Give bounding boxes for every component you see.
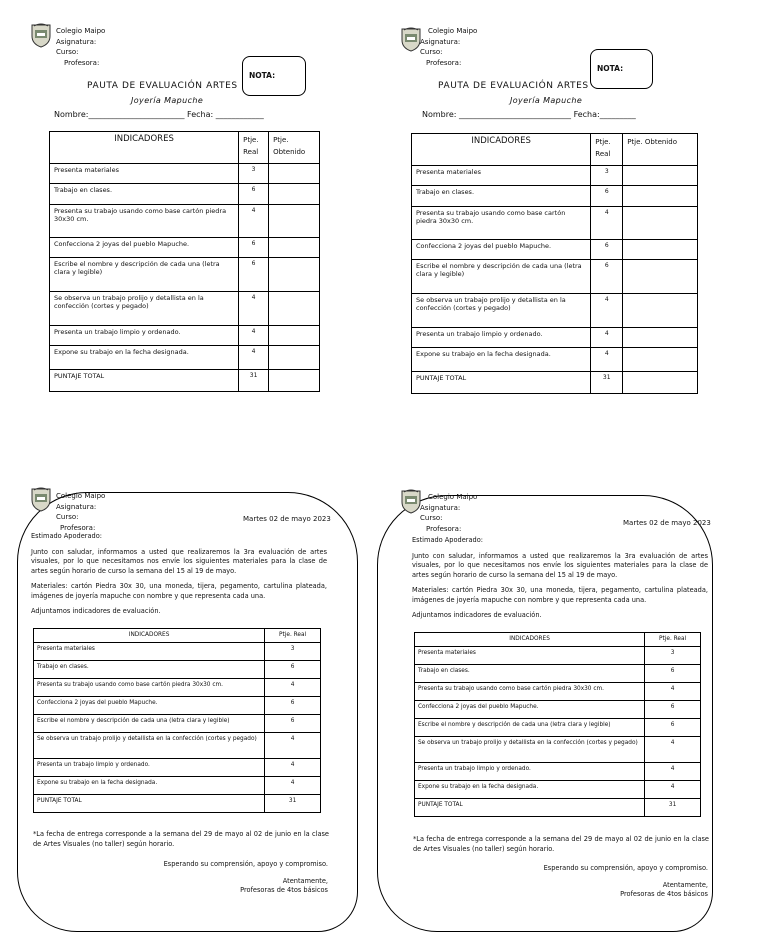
total-pts: 31 <box>645 799 701 817</box>
row-pts: 3 <box>265 643 321 661</box>
letter-date: Martes 02 de mayo 2023 <box>623 519 711 527</box>
profesora-label: Profesora: <box>64 58 100 67</box>
row-pts: 4 <box>239 205 269 238</box>
total-label: PUNTAJE TOTAL <box>415 799 645 817</box>
col-obtenido: Ptje. Obtenido <box>269 132 320 164</box>
row-pts: 3 <box>591 166 623 186</box>
table-row <box>412 348 698 372</box>
table-row <box>415 701 701 719</box>
sign-line-2: Profesoras de 4tos básicos <box>620 890 708 898</box>
table-row <box>415 719 701 737</box>
curso-label: Curso: <box>56 48 79 56</box>
nota-box <box>590 49 653 89</box>
row-text: Trabajo en clases. <box>50 184 239 205</box>
row-text: Presenta un trabajo limpio y ordenado. <box>415 763 645 781</box>
row-text: Presenta materiales <box>415 647 645 665</box>
row-text: Se observa un trabajo prolijo y detallista en la confección (cortes y pegado) <box>412 294 591 328</box>
form-subtitle: Joyería Mapuche <box>510 96 583 105</box>
row-text: Presenta su trabajo usando como base cartón piedra 30x30 cm. <box>412 207 591 240</box>
row-text: Se observa un trabajo prolijo y detallista en la confección (cortes y pegado) <box>50 292 239 326</box>
asignatura-label: Asignatura: <box>420 37 461 46</box>
col-obtenido: Ptje. Obtenido <box>623 134 698 166</box>
letter-date: Martes 02 de mayo 2023 <box>243 515 331 523</box>
col-indicadores: INDICADORES <box>50 132 239 164</box>
col-real: Ptje. Real <box>239 132 269 164</box>
row-pts: 4 <box>239 292 269 326</box>
school-name: Colegio Maipo <box>56 492 106 500</box>
row-text: Se observa un trabajo prolijo y detallista en la confección (cortes y pegado) <box>415 737 645 763</box>
row-obtained <box>623 294 698 328</box>
row-pts: 4 <box>645 737 701 763</box>
row-pts: 4 <box>645 763 701 781</box>
table-row <box>34 697 321 715</box>
row-text: Confecciona 2 joyas del pueblo Mapuche. <box>34 697 265 715</box>
row-pts: 4 <box>591 207 623 240</box>
letter-greeting: Estimado Apoderado: <box>31 532 102 540</box>
row-obtained <box>623 328 698 348</box>
table-row <box>415 665 701 683</box>
total-row <box>412 372 698 394</box>
row-pts: 6 <box>239 258 269 292</box>
school-name: Colegio Maipo <box>428 27 478 35</box>
letter-paragraph-1: Junto con saludar, informamos a usted que realizaremos la 3ra evaluación de artes visuales, por lo que necesitamos nos envíe los siguientes materiales para la clase de artes según horario de curso la semana del 15 al 19 de mayo. <box>412 551 708 579</box>
table-row <box>415 683 701 701</box>
indicators-table <box>414 632 701 817</box>
thanks-line: Esperando su comprensión, apoyo y compromiso. <box>543 864 708 872</box>
row-pts: 4 <box>645 781 701 799</box>
row-text: Escribe el nombre y descripción de cada una (letra clara y legible) <box>34 715 265 733</box>
letter-note <box>33 830 329 855</box>
letter-closing <box>100 860 328 896</box>
nota-label: NOTA: <box>249 71 276 80</box>
row-text: Presenta materiales <box>50 164 239 184</box>
letter-note <box>413 835 709 860</box>
table-row <box>412 294 698 328</box>
row-pts: 4 <box>591 348 623 372</box>
row-text: Presenta materiales <box>34 643 265 661</box>
row-pts: 6 <box>239 238 269 258</box>
row-pts: 6 <box>265 661 321 679</box>
row-text: Escribe el nombre y descripción de cada una (letra clara y legible) <box>415 719 645 737</box>
letter-paragraph-3: Adjuntamos indicadores de evaluación. <box>412 611 542 619</box>
row-text: Presenta un trabajo limpio y ordenado. <box>34 759 265 777</box>
row-pts: 4 <box>645 683 701 701</box>
table-row <box>415 647 701 665</box>
form-subtitle: Joyería Mapuche <box>131 96 204 105</box>
thanks-line: Esperando su comprensión, apoyo y compromiso. <box>163 860 328 868</box>
col-real: Ptje. Real <box>265 629 321 643</box>
row-text: Presenta un trabajo limpio y ordenado. <box>412 328 591 348</box>
sign-line-1: Atentamente, <box>282 876 328 885</box>
col-real: Ptje. Real <box>645 633 701 647</box>
row-pts: 4 <box>265 777 321 795</box>
row-obtained <box>623 186 698 207</box>
table-row <box>34 661 321 679</box>
letter-paragraph-3: Adjuntamos indicadores de evaluación. <box>31 607 161 615</box>
row-text: Expone su trabajo en la fecha designada. <box>412 348 591 372</box>
school-crest-icon <box>400 26 422 52</box>
row-pts: 6 <box>591 240 623 260</box>
school-crest-icon <box>30 486 52 512</box>
name-date-line: Nombre: ____________________________ Fecha:_________ <box>422 110 636 119</box>
row-text: Trabajo en clases. <box>34 661 265 679</box>
school-crest-icon <box>400 488 422 514</box>
table-row <box>412 207 698 240</box>
sign-line-1: Atentamente, <box>662 880 708 889</box>
row-pts: 6 <box>265 715 321 733</box>
row-pts: 6 <box>645 701 701 719</box>
total-row <box>415 799 701 817</box>
total-obtained <box>623 372 698 394</box>
row-text: Se observa un trabajo prolijo y detallista en la confección (cortes y pegado) <box>34 733 265 759</box>
row-pts: 6 <box>645 719 701 737</box>
row-pts: 6 <box>645 665 701 683</box>
row-text: Escribe el nombre y descripción de cada una (letra clara y legible) <box>412 260 591 294</box>
row-text: Confecciona 2 joyas del pueblo Mapuche. <box>415 701 645 719</box>
form-title: PAUTA DE EVALUACIÓN ARTES <box>87 81 238 91</box>
indicators-table <box>33 628 321 813</box>
table-row <box>412 186 698 207</box>
table-row <box>34 733 321 759</box>
row-pts: 4 <box>265 733 321 759</box>
delivery-note: *La fecha de entrega corresponde a la semana del 29 de mayo al 02 de junio en la clase de Artes Visuales (no taller) según horario. <box>413 835 709 853</box>
row-text: Presenta su trabajo usando como base cartón piedra 30x30 cm. <box>34 679 265 697</box>
total-label: PUNTAJE TOTAL <box>412 372 591 394</box>
row-pts: 6 <box>239 184 269 205</box>
total-pts: 31 <box>265 795 321 813</box>
row-pts: 4 <box>591 294 623 328</box>
curso-label: Curso: <box>420 514 443 522</box>
table-row <box>34 679 321 697</box>
profesora-label: Profesora: <box>426 524 462 533</box>
school-header <box>56 491 105 533</box>
letter-paragraph-1: Junto con saludar, informamos a usted que realizaremos la 3ra evaluación de artes visuales, por lo que necesitamos nos envíe los siguientes materiales para la clase de artes según horario de curso la semana del 15 al 19 de mayo. <box>31 547 327 575</box>
school-header <box>420 492 477 534</box>
row-text: Presenta su trabajo usando como base cartón piedra 30x30 cm. <box>50 205 239 238</box>
total-row <box>34 795 321 813</box>
asignatura-label: Asignatura: <box>56 502 97 511</box>
total-label: PUNTAJE TOTAL <box>34 795 265 813</box>
letter-body <box>31 532 327 623</box>
table-row <box>34 777 321 795</box>
col-indicadores: INDICADORES <box>415 633 645 647</box>
row-text: Expone su trabajo en la fecha designada. <box>415 781 645 799</box>
table-row <box>412 240 698 260</box>
col-indicadores: INDICADORES <box>412 134 591 166</box>
table-row <box>415 781 701 799</box>
profesora-label: Profesora: <box>426 58 462 67</box>
table-row <box>412 328 698 348</box>
row-text: Trabajo en clases. <box>415 665 645 683</box>
indicators-table <box>411 133 698 394</box>
table-row <box>34 759 321 777</box>
row-obtained <box>623 207 698 240</box>
table-row <box>34 643 321 661</box>
table-row <box>412 166 698 186</box>
row-pts: 6 <box>591 260 623 294</box>
row-pts: 3 <box>239 164 269 184</box>
row-pts: 6 <box>265 697 321 715</box>
letter-paragraph-2: Materiales: cartón Piedra 30x 30, una moneda, tijera, pegamento, cartulina plateada, imágenes de joyería mapuche con nombre y que representa cada una. <box>31 582 327 600</box>
curso-label: Curso: <box>420 48 443 56</box>
row-pts: 4 <box>265 759 321 777</box>
row-pts: 4 <box>591 328 623 348</box>
asignatura-label: Asignatura: <box>56 37 97 46</box>
asignatura-label: Asignatura: <box>420 503 461 512</box>
form-title: PAUTA DE EVALUACIÓN ARTES <box>438 81 589 91</box>
school-name: Colegio Maipo <box>428 493 478 501</box>
row-obtained <box>623 348 698 372</box>
row-obtained <box>623 260 698 294</box>
row-text: Expone su trabajo en la fecha designada. <box>50 346 239 370</box>
row-pts: 4 <box>239 326 269 346</box>
letter-paragraph-2: Materiales: cartón Piedra 30x 30, una moneda, tijera, pegamento, cartulina plateada, imágenes de joyería mapuche con nombre y que representa cada una. <box>412 586 708 604</box>
row-obtained <box>623 166 698 186</box>
col-real: Ptje. Real <box>591 134 623 166</box>
table-row <box>415 737 701 763</box>
row-text: Escribe el nombre y descripción de cada una (letra clara y legible) <box>50 258 239 292</box>
nota-label: NOTA: <box>597 64 624 73</box>
row-pts: 6 <box>591 186 623 207</box>
row-text: Confecciona 2 joyas del pueblo Mapuche. <box>50 238 239 258</box>
col-indicadores: INDICADORES <box>34 629 265 643</box>
letter-closing <box>480 864 708 900</box>
row-text: Presenta materiales <box>412 166 591 186</box>
school-name: Colegio Maipo <box>56 27 106 35</box>
row-pts: 4 <box>239 346 269 370</box>
row-pts: 4 <box>265 679 321 697</box>
row-obtained <box>623 240 698 260</box>
row-text: Expone su trabajo en la fecha designada. <box>34 777 265 795</box>
table-row <box>415 763 701 781</box>
total-pts: 31 <box>591 372 623 394</box>
row-text: Presenta un trabajo limpio y ordenado. <box>50 326 239 346</box>
school-header <box>420 26 477 68</box>
row-text: Confecciona 2 joyas del pueblo Mapuche. <box>412 240 591 260</box>
sign-line-2: Profesoras de 4tos básicos <box>240 886 328 894</box>
table-row <box>412 260 698 294</box>
letter-body <box>412 536 708 627</box>
row-text: Trabajo en clases. <box>412 186 591 207</box>
delivery-note: *La fecha de entrega corresponde a la semana del 29 de mayo al 02 de junio en la clase de Artes Visuales (no taller) según horario. <box>33 830 329 848</box>
table-row <box>34 715 321 733</box>
letter-greeting: Estimado Apoderado: <box>412 536 483 544</box>
row-pts: 3 <box>645 647 701 665</box>
profesora-label: Profesora: <box>60 523 96 532</box>
total-label: PUNTAJE TOTAL <box>50 370 239 392</box>
total-pts: 31 <box>239 370 269 392</box>
name-date-line: Nombre:________________________ Fecha: ____________ <box>54 110 264 119</box>
row-text: Presenta su trabajo usando como base cartón piedra 30x30 cm. <box>415 683 645 701</box>
curso-label: Curso: <box>56 513 79 521</box>
